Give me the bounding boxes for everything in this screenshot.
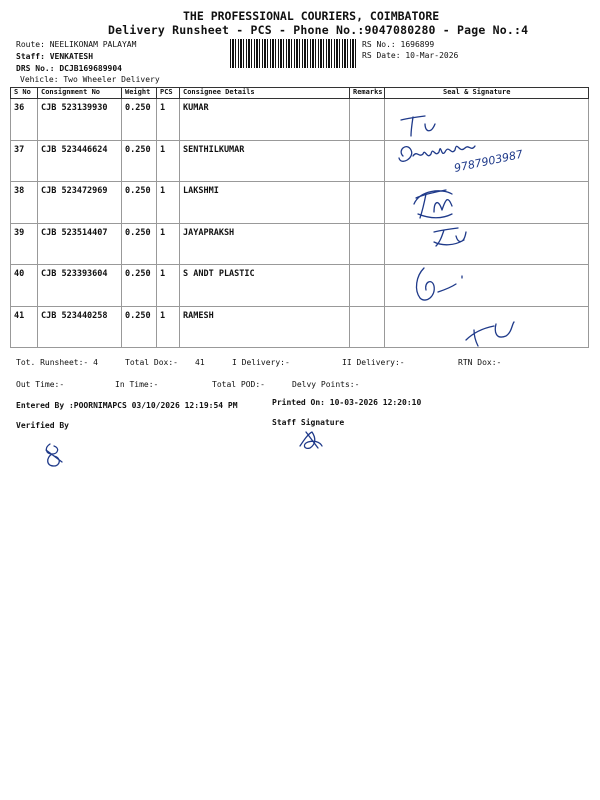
row-sno: 37 (11, 140, 38, 182)
table-row (11, 223, 589, 265)
row-weight: 0.250 (122, 265, 157, 307)
row-seal (385, 99, 589, 141)
ii-delivery: II Delivery:- (342, 358, 405, 367)
staff-signature-mark (296, 428, 326, 452)
delivery-table (10, 87, 589, 348)
table-row (11, 99, 589, 141)
row-sno: 41 (11, 306, 38, 348)
row-consignee: RAMESH (180, 306, 350, 348)
in-time: In Time:- (115, 380, 159, 389)
route-label: Route: NEELIKONAM PALAYAM (16, 40, 137, 49)
row-consignee: S ANDT PLASTIC (180, 265, 350, 307)
total-dox-value: 41 (195, 358, 205, 367)
row-remarks (350, 265, 385, 307)
drs-number: DRS No.: DCJB169689904 (16, 64, 122, 73)
table-row (11, 182, 589, 224)
barcode (230, 39, 356, 68)
header-weight: Weight (122, 88, 157, 99)
row-remarks (350, 99, 385, 141)
row-seal (385, 140, 589, 182)
row-pcs: 1 (157, 182, 180, 224)
rs-date: RS Date: 10-Mar-2026 (362, 51, 459, 60)
row-sno: 38 (11, 182, 38, 224)
row-consignment: CJB 523393604 (38, 265, 122, 307)
row-pcs: 1 (157, 140, 180, 182)
total-dox-label: Total Dox:- (125, 358, 178, 367)
row-seal (385, 306, 589, 348)
i-delivery: I Delivery:- (232, 358, 290, 367)
row-sno: 39 (11, 223, 38, 265)
row-consignee: JAYAPRAKSH (180, 223, 350, 265)
row-seal (385, 265, 589, 307)
runsheet-title: Delivery Runsheet - PCS - Phone No.:9047080280 - Page No.:4 (108, 23, 529, 37)
out-time: Out Time:- (16, 380, 65, 389)
staff-signature-label: Staff Signature (272, 418, 345, 427)
header-sno: S No (11, 88, 38, 99)
row-consignee: KUMAR (180, 99, 350, 141)
row-sno: 36 (11, 99, 38, 141)
row-seal (385, 223, 589, 265)
row-seal (385, 182, 589, 224)
row-weight: 0.250 (122, 99, 157, 141)
row-consignment: CJB 523139930 (38, 99, 122, 141)
row-consignment: CJB 523440258 (38, 306, 122, 348)
row-weight: 0.250 (122, 140, 157, 182)
row-consignee: LAKSHMI (180, 182, 350, 224)
header-remarks: Remarks (350, 88, 385, 99)
entered-by: Entered By :POORNIMAPCS 03/10/2026 12:19:54 PM (16, 401, 238, 410)
row-remarks (350, 182, 385, 224)
header-seal: Seal & Signature (385, 88, 589, 99)
row-remarks (350, 140, 385, 182)
rtn-dox: RTN Dox:- (458, 358, 502, 367)
handwritten-phone: 9787903987 (452, 147, 525, 175)
table-row (11, 265, 589, 307)
header-pcs: PCS (157, 88, 180, 99)
header-consignee: Consignee Details (180, 88, 350, 99)
vehicle-label: Vehicle: Two Wheeler Delivery (20, 75, 160, 84)
row-weight: 0.250 (122, 182, 157, 224)
company-name: THE PROFESSIONAL COURIERS, COIMBATORE (183, 9, 440, 23)
staff-label: Staff: VENKATESH (16, 52, 94, 61)
row-consignment: CJB 523514407 (38, 223, 122, 265)
row-consignee: SENTHILKUMAR (180, 140, 350, 182)
row-weight: 0.250 (122, 223, 157, 265)
tot-runsheet: Tot. Runsheet:- 4 (16, 358, 98, 367)
row-pcs: 1 (157, 99, 180, 141)
row-consignment: CJB 523446624 (38, 140, 122, 182)
row-pcs: 1 (157, 223, 180, 265)
delvy-points: Delvy Points:- (292, 380, 360, 389)
printed-on: Printed On: 10-03-2026 12:20:10 (272, 398, 422, 407)
row-pcs: 1 (157, 306, 180, 348)
table-header (11, 88, 589, 99)
table-row (11, 140, 589, 182)
row-sno: 40 (11, 265, 38, 307)
row-consignment: CJB 523472969 (38, 182, 122, 224)
row-weight: 0.250 (122, 306, 157, 348)
verified-by-signature (40, 440, 70, 470)
rs-number: RS No.: 1696899 (362, 40, 435, 49)
total-pod: Total POD:- (212, 380, 265, 389)
row-remarks (350, 306, 385, 348)
row-remarks (350, 223, 385, 265)
table-row (11, 306, 589, 348)
header-consignment: Consignment No (38, 88, 122, 99)
row-pcs: 1 (157, 265, 180, 307)
verified-by-label: Verified By (16, 421, 69, 430)
